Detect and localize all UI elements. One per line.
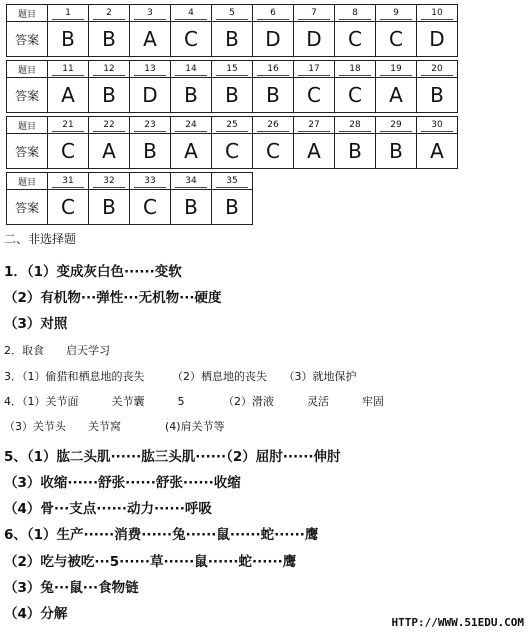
answer-cell: C	[376, 22, 417, 57]
answer-cell: C	[48, 190, 89, 225]
answer-line-6-3: （3）兔···鼠···食物链	[4, 580, 139, 596]
question-number: 17	[294, 61, 335, 78]
answer-line-1-3: （3）对照	[4, 316, 68, 332]
question-number: 4	[171, 5, 212, 22]
answer-cell: D	[253, 22, 294, 57]
answer-cell: B	[48, 22, 89, 57]
answer-cell: B	[212, 78, 253, 113]
answer-cell: D	[130, 78, 171, 113]
answer-cell: A	[417, 134, 458, 169]
answer-cell: B	[89, 78, 130, 113]
question-number: 1	[48, 5, 89, 22]
question-number: 22	[89, 117, 130, 134]
question-number: 27	[294, 117, 335, 134]
question-number: 2	[89, 5, 130, 22]
answer-line-5-3: （3）收缩······舒张······舒张······收缩	[4, 475, 241, 491]
question-number: 23	[130, 117, 171, 134]
question-number: 3	[130, 5, 171, 22]
question-number: 28	[335, 117, 376, 134]
row-label-answer: 答案	[7, 78, 48, 113]
question-number: 35	[212, 173, 253, 190]
answer-cell: D	[294, 22, 335, 57]
answer-cell: B	[253, 78, 294, 113]
answer-line-3: 3．（1）偷猎和栖息地的丧失 （2）栖息地的丧失 （3）就地保护	[4, 370, 357, 383]
answer-cell: C	[171, 22, 212, 57]
question-number: 16	[253, 61, 294, 78]
question-number: 15	[212, 61, 253, 78]
answer-cell: A	[171, 134, 212, 169]
question-number: 18	[335, 61, 376, 78]
answer-line-6-2: （2）吃与被吃···5······草······鼠······蛇······鹰	[4, 554, 297, 570]
answer-line-4: 4．（1）关节面 关节囊 5 （2）滑液 灵活 牢固	[4, 395, 384, 408]
answer-table-block-3	[6, 116, 458, 169]
row-label-answer: 答案	[7, 22, 48, 57]
answer-cell: C	[253, 134, 294, 169]
row-label-question: 题目	[7, 5, 48, 22]
question-number: 21	[48, 117, 89, 134]
question-number: 26	[253, 117, 294, 134]
answer-cell: A	[89, 134, 130, 169]
question-number: 9	[376, 5, 417, 22]
question-number: 31	[48, 173, 89, 190]
question-number: 33	[130, 173, 171, 190]
answer-cell: A	[130, 22, 171, 57]
answer-table-block-2	[6, 60, 458, 113]
section-title: 二、非选择题	[4, 232, 77, 246]
question-number: 30	[417, 117, 458, 134]
answer-line-1: 1．（1）变成灰白色······变软	[4, 264, 182, 280]
answer-cell: A	[376, 78, 417, 113]
answer-table-block-1	[6, 4, 458, 57]
question-number: 14	[171, 61, 212, 78]
answer-cell: B	[212, 22, 253, 57]
question-number: 6	[253, 5, 294, 22]
answer-cell: C	[335, 78, 376, 113]
answer-cell: C	[130, 190, 171, 225]
question-number: 20	[417, 61, 458, 78]
answer-cell: C	[48, 134, 89, 169]
question-number: 32	[89, 173, 130, 190]
question-number: 5	[212, 5, 253, 22]
question-number: 12	[89, 61, 130, 78]
row-label-question: 题目	[7, 117, 48, 134]
answer-cell: C	[294, 78, 335, 113]
question-number: 34	[171, 173, 212, 190]
answer-line-4-3: （3）关节头 关节窝 (4)肩关节等	[4, 420, 225, 433]
answer-cell: B	[417, 78, 458, 113]
question-number: 13	[130, 61, 171, 78]
answer-cell: B	[376, 134, 417, 169]
answer-cell: B	[171, 190, 212, 225]
question-number: 8	[335, 5, 376, 22]
question-number: 25	[212, 117, 253, 134]
row-label-answer: 答案	[7, 134, 48, 169]
answer-cell: B	[130, 134, 171, 169]
row-label-question: 题目	[7, 173, 48, 190]
answer-cell: A	[48, 78, 89, 113]
row-label-question: 题目	[7, 61, 48, 78]
answer-cell: D	[417, 22, 458, 57]
answer-cell: B	[89, 190, 130, 225]
answer-line-6: 6、（1）生产······消费······兔······鼠······蛇······鹰	[4, 527, 319, 543]
answer-line-6-4: （4）分解	[4, 606, 68, 622]
answer-cell: C	[335, 22, 376, 57]
question-number: 11	[48, 61, 89, 78]
answer-cell: A	[294, 134, 335, 169]
answer-line-5-4: （4）骨···支点······动力······呼吸	[4, 501, 212, 517]
answer-cell: C	[212, 134, 253, 169]
answer-line-2: 2．取食 启天学习	[4, 344, 110, 357]
row-label-answer: 答案	[7, 190, 48, 225]
question-number: 7	[294, 5, 335, 22]
question-number: 10	[417, 5, 458, 22]
answer-table-block-4	[6, 172, 253, 225]
answer-cell: B	[212, 190, 253, 225]
question-number: 24	[171, 117, 212, 134]
answer-cell: B	[171, 78, 212, 113]
question-number: 29	[376, 117, 417, 134]
question-number: 19	[376, 61, 417, 78]
answer-cell: B	[335, 134, 376, 169]
answer-line-1-2: （2）有机物···弹性···无机物···硬度	[4, 290, 222, 306]
footer-url: HTTP://WWW.51EDU.COM	[391, 616, 524, 629]
answer-cell: B	[89, 22, 130, 57]
answer-line-5: 5、（1）肱二头肌······肱三头肌······（2）屈肘······伸肘	[4, 449, 341, 465]
